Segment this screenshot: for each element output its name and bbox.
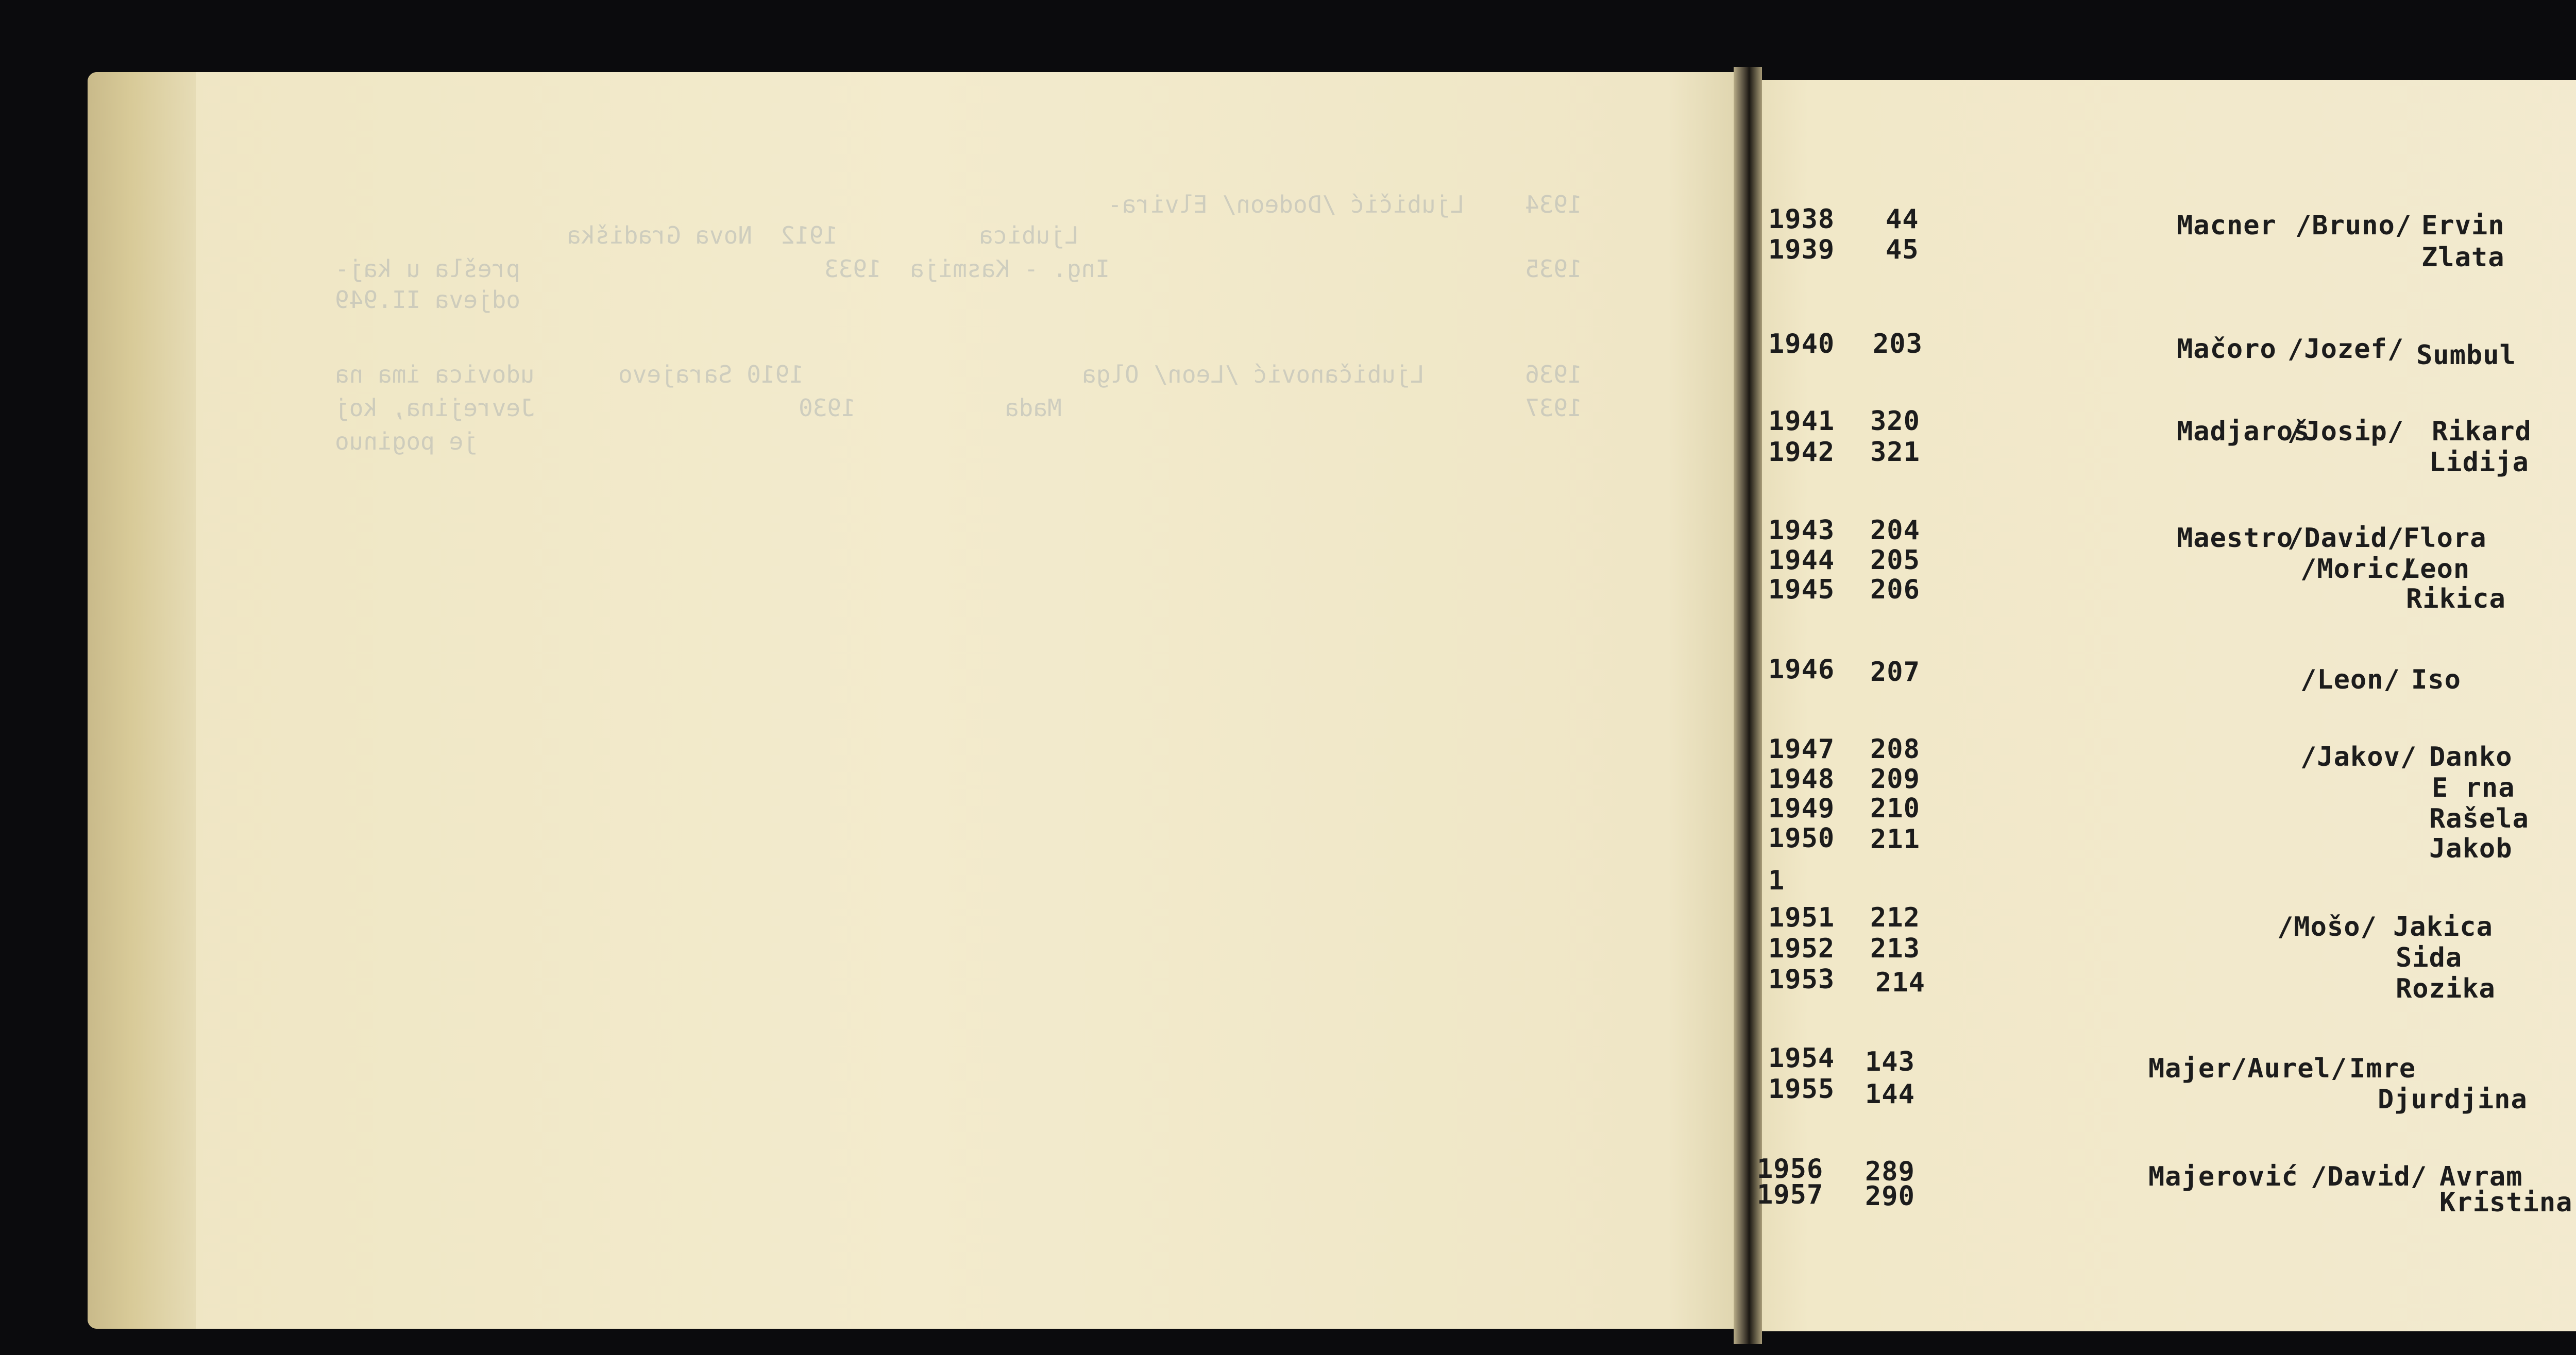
ghost-text: 1934 bbox=[1525, 191, 1582, 218]
entry-number: 203 bbox=[1873, 329, 1923, 359]
ghost-text: 1912 Nova Gradiška bbox=[567, 221, 838, 249]
father-name: /David/ bbox=[2287, 523, 2404, 554]
father-name: /Aurel/ bbox=[2231, 1053, 2348, 1084]
ghost-text: 1936 bbox=[1525, 361, 1582, 388]
entry-number: 289 bbox=[1865, 1156, 1915, 1187]
entry-number: 321 bbox=[1870, 437, 1920, 468]
entry-number: 212 bbox=[1870, 902, 1920, 933]
ghost-text: 1930 bbox=[799, 394, 856, 422]
ghost-text: 1910 Sarajevo bbox=[618, 361, 804, 388]
ghost-text: Ing. - Kasmija 1933 bbox=[824, 255, 1110, 283]
row-number: 1945 bbox=[1768, 574, 1835, 605]
stray-mark: 1 bbox=[1768, 865, 1785, 896]
father-name: /Leon/ bbox=[2300, 664, 2400, 695]
entry-number: 210 bbox=[1870, 793, 1920, 824]
father-name: /Jakov/ bbox=[2300, 742, 2417, 773]
surname: Mačoro bbox=[2177, 334, 2277, 365]
given-name: Lidija bbox=[2429, 447, 2529, 478]
given-name: Rozika bbox=[2396, 973, 2496, 1004]
ghost-text: 1937 bbox=[1525, 394, 1582, 422]
ghost-text: odjeva II.949 bbox=[335, 286, 521, 314]
given-name: Kristina bbox=[2439, 1187, 2573, 1218]
row-number: 1949 bbox=[1768, 793, 1835, 824]
entry-number: 214 bbox=[1875, 967, 1925, 998]
father-name: /Moric/ bbox=[2300, 554, 2417, 585]
ghost-text: udovica ima na bbox=[335, 361, 535, 388]
row-number: 1944 bbox=[1768, 545, 1835, 576]
row-number: 1952 bbox=[1768, 933, 1835, 964]
entry-number: 44 bbox=[1886, 204, 1919, 235]
row-number: 1941 bbox=[1768, 406, 1835, 437]
row-number: 1943 bbox=[1768, 515, 1835, 546]
father-name: /Josip/ bbox=[2287, 416, 2404, 447]
ghost-text: je poginuo bbox=[335, 427, 478, 455]
ghost-text: Jevrejina, koj bbox=[335, 394, 535, 422]
row-number: 1951 bbox=[1768, 902, 1835, 933]
ghost-text: Mada bbox=[1005, 394, 1062, 422]
surname: Majerović bbox=[2148, 1161, 2298, 1192]
father-name: /Jozef/ bbox=[2287, 334, 2404, 365]
given-name: Flora bbox=[2403, 523, 2487, 554]
entry-number: 320 bbox=[1870, 406, 1920, 437]
row-number: 1956 bbox=[1757, 1154, 1824, 1185]
entry-number: 143 bbox=[1865, 1047, 1915, 1077]
row-number: 1953 bbox=[1768, 964, 1835, 995]
row-number: 1955 bbox=[1768, 1074, 1835, 1105]
entry-number: 213 bbox=[1870, 933, 1920, 964]
father-name: /Mošo/ bbox=[2277, 912, 2377, 942]
father-name: /Bruno/ bbox=[2295, 210, 2412, 241]
ghost-text: Ljubičić /Dodeon/ Elvira- bbox=[1108, 191, 1465, 218]
given-name: Imre bbox=[2349, 1053, 2416, 1084]
given-name: Djurdjina bbox=[2378, 1084, 2528, 1115]
entry-number: 211 bbox=[1870, 824, 1920, 855]
row-number: 1954 bbox=[1768, 1043, 1835, 1074]
entry-number: 207 bbox=[1870, 657, 1920, 688]
left-page-edge bbox=[88, 72, 196, 1329]
ghost-text: prešla u kaj- bbox=[335, 255, 521, 283]
given-name: Rašela bbox=[2429, 803, 2529, 834]
row-number: 1939 bbox=[1768, 234, 1835, 265]
given-name: Jakica bbox=[2393, 912, 2493, 942]
entry-number: 45 bbox=[1886, 234, 1919, 265]
entry-number: 290 bbox=[1865, 1181, 1915, 1212]
row-number: 1950 bbox=[1768, 823, 1835, 854]
surname: Majer bbox=[2148, 1053, 2232, 1084]
ghost-text: 1935 bbox=[1525, 255, 1582, 283]
given-name: Leon bbox=[2403, 554, 2470, 585]
row-number: 1938 bbox=[1768, 204, 1835, 235]
entry-number: 208 bbox=[1870, 734, 1920, 765]
given-name: Ervin bbox=[2421, 210, 2505, 241]
father-name: /David/ bbox=[2311, 1161, 2428, 1192]
row-number: 1957 bbox=[1757, 1179, 1824, 1210]
given-name: E rna bbox=[2432, 773, 2515, 803]
book-gutter bbox=[1734, 67, 1762, 1344]
entry-number: 206 bbox=[1870, 574, 1920, 605]
surname: Madjaroš bbox=[2177, 416, 2310, 447]
row-number: 1948 bbox=[1768, 764, 1835, 795]
given-name: Sumbul bbox=[2416, 340, 2516, 371]
surname: Macner bbox=[2177, 210, 2277, 241]
row-number: 1947 bbox=[1768, 734, 1835, 765]
given-name: Avram bbox=[2439, 1161, 2523, 1192]
entry-number: 144 bbox=[1865, 1079, 1915, 1110]
given-name: Zlata bbox=[2421, 242, 2505, 273]
given-name: Iso bbox=[2411, 664, 2461, 695]
row-number: 1942 bbox=[1768, 437, 1835, 468]
surname: Maestro bbox=[2177, 523, 2294, 554]
given-name: Sida bbox=[2396, 942, 2463, 973]
entry-number: 209 bbox=[1870, 764, 1920, 795]
row-number: 1946 bbox=[1768, 654, 1835, 685]
given-name: Rikard bbox=[2432, 416, 2532, 447]
ghost-text: Ljubičanović /Leon/ Olga bbox=[1082, 361, 1425, 388]
given-name: Jakob bbox=[2429, 833, 2513, 864]
entry-number: 204 bbox=[1870, 515, 1920, 546]
given-name: Rikica bbox=[2406, 584, 2506, 614]
row-number: 1940 bbox=[1768, 329, 1835, 359]
entry-number: 205 bbox=[1870, 545, 1920, 576]
ghost-text: Ljubica bbox=[979, 221, 1079, 249]
given-name: Danko bbox=[2429, 742, 2513, 773]
